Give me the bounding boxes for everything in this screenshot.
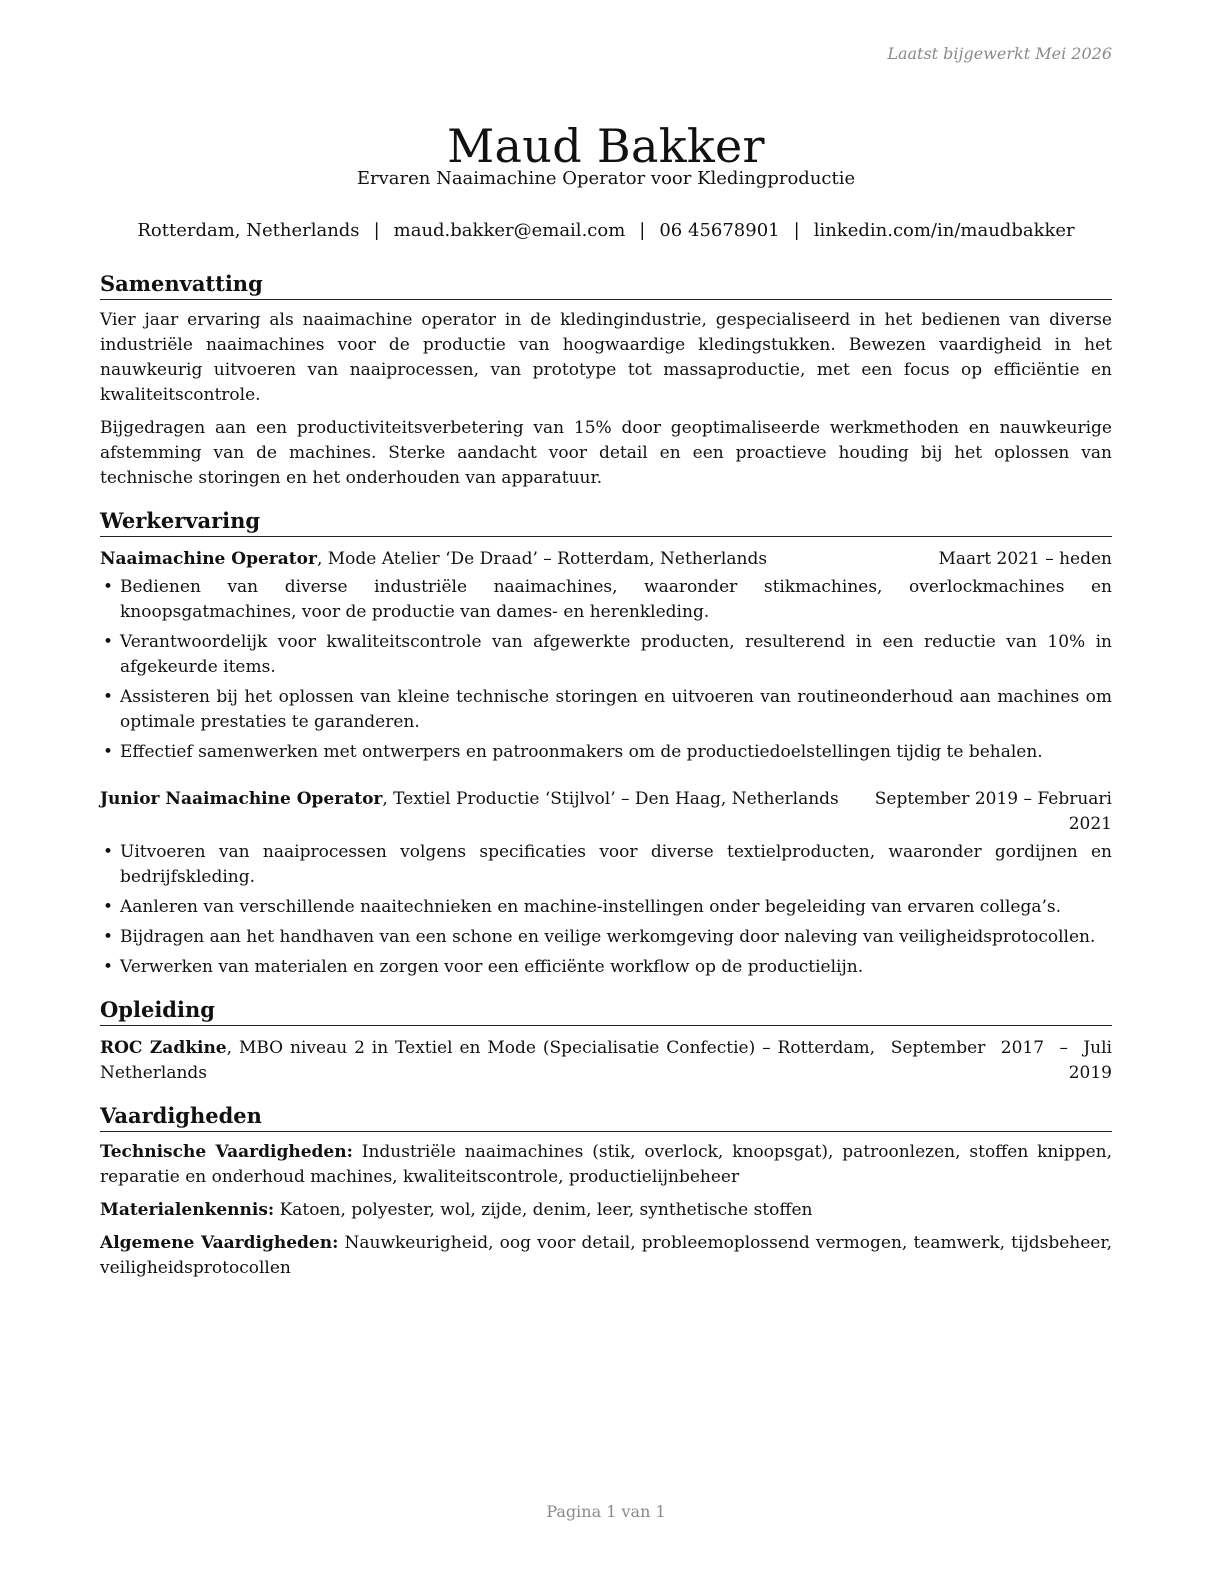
skill-label: Materialenkennis: (100, 1200, 275, 1220)
list-item: • Bijdragen aan het handhaven van een schone en veilige werkomgeving door naleving van veiligheidsprotocollen. (100, 925, 1112, 950)
contact-phone: 06 45678901 (659, 220, 780, 241)
summary-paragraph: Bijgedragen aan een productiviteitsverbetering van 15% door geoptimaliseerde werkmethoden en nauwkeurige afstemming van de machines. Sterke aandacht voor detail en een proactieve houding bij het oplossen van technische storingen en het onderhouden van apparatuur. (100, 418, 1112, 488)
job-employer: , Mode Atelier ‘De Draad’ – Rotterdam, Netherlands (316, 549, 768, 569)
skill-line (100, 1198, 1112, 1223)
skill-value: Katoen, polyester, wol, zijde, denim, leer, synthetische stoffen (274, 1200, 813, 1220)
section-title-skills: Vaardigheden (100, 1102, 1112, 1132)
education-dates: September 2017 – Juli 2019 (890, 1038, 1112, 1083)
contact-separator: | (639, 220, 646, 241)
job-role: Naaimachine Operator (100, 549, 317, 569)
list-item: • Aanleren van verschillende naaitechnieken en machine-instellingen onder begeleiding van ervaren collega’s. (100, 895, 1112, 920)
job-employer: , Textiel Productie ‘Stijlvol’ – Den Haag, Netherlands (382, 789, 839, 809)
last-updated: Laatst bijgewerkt Mei 2026 (887, 44, 1112, 63)
resume-content (100, 270, 1112, 1297)
job-role: Junior Naaimachine Operator (100, 789, 383, 809)
experience-section (100, 507, 1112, 980)
job-dates: Maart 2021 – heden (938, 549, 1112, 569)
skill-value: Nauwkeurigheid, oog voor detail, probleemoplossend vermogen, teamwerk, tijdsbeheer, veiligheidsprotocollen (100, 1233, 1112, 1278)
job-bullets (100, 840, 1112, 980)
job-dates: September 2019 – Februari 2021 (874, 789, 1112, 834)
education-school: ROC Zadkine (100, 1038, 227, 1058)
job-entry (100, 787, 1112, 980)
education-detail: , MBO niveau 2 in Textiel en Mode (Specialisatie Confectie) – Rotterdam, Netherlands (100, 1038, 875, 1083)
summary-section (100, 270, 1112, 491)
page-footer: Pagina 1 van 1 (546, 1502, 666, 1521)
contact-email[interactable]: maud.bakker@email.com (393, 220, 626, 241)
section-title-education: Opleiding (100, 996, 1112, 1026)
contact-separator: | (373, 220, 380, 241)
skill-line (100, 1140, 1112, 1190)
contact-linkedin[interactable]: linkedin.com/in/maudbakker (813, 220, 1075, 241)
section-title-summary: Samenvatting (100, 270, 1112, 300)
education-entry (100, 1036, 1112, 1086)
contact-location: Rotterdam, Netherlands (137, 220, 360, 241)
candidate-name: Maud Bakker (447, 118, 765, 173)
list-item: • Verwerken van materialen en zorgen voor een efficiënte workflow op de productielijn. (100, 955, 1112, 980)
summary-paragraph: Vier jaar ervaring als naaimachine operator in de kledingindustrie, gespecialiseerd in het bedienen van diverse industriële naaimachines voor de productie van hoogwaardige kledingstukken. Bewezen vaardigheid in het nauwkeurig uitvoeren van naaiprocessen, van prototype tot massaproductie, met een focus op efficiëntie en kwaliteitscontrole. (100, 310, 1112, 405)
skills-section (100, 1102, 1112, 1281)
skill-label: Algemene Vaardigheden: (100, 1233, 339, 1253)
contact-separator: | (793, 220, 800, 241)
list-item: • Verantwoordelijk voor kwaliteitscontrole van afgewerkte producten, resulterend in een reductie van 10% in afgekeurde items. (100, 630, 1112, 680)
education-section (100, 996, 1112, 1086)
job-entry (100, 547, 1112, 765)
section-title-experience: Werkervaring (100, 507, 1112, 537)
skill-value: Industriële naaimachines (stik, overlock, knoopsgat), patroonlezen, stoffen knippen, reparatie en onderhoud machines, kwaliteitscontrole, productielijnbeheer (100, 1142, 1112, 1187)
headline: Ervaren Naaimachine Operator voor Kledingproductie (356, 168, 856, 189)
list-item: • Uitvoeren van naaiprocessen volgens specificaties voor diverse textielproducten, waaronder gordijnen en bedrijfskleding. (100, 840, 1112, 890)
list-item: • Bedienen van diverse industriële naaimachines, waaronder stikmachines, overlockmachines en knoopsgatmachines, voor de productie van dames- en herenkleding. (100, 575, 1112, 625)
list-item: • Effectief samenwerken met ontwerpers en patroonmakers om de productiedoelstellingen tijdig te behalen. (100, 740, 1112, 765)
resume-page (100, 0, 1112, 1584)
job-header (100, 787, 1112, 837)
job-bullets (100, 575, 1112, 765)
job-header (100, 547, 1112, 572)
skill-line (100, 1231, 1112, 1281)
contact-line (100, 220, 1112, 241)
list-item: • Assisteren bij het oplossen van kleine technische storingen en uitvoeren van routineonderhoud aan machines om optimale prestaties te garanderen. (100, 685, 1112, 735)
skill-label: Technische Vaardigheden: (100, 1142, 353, 1162)
